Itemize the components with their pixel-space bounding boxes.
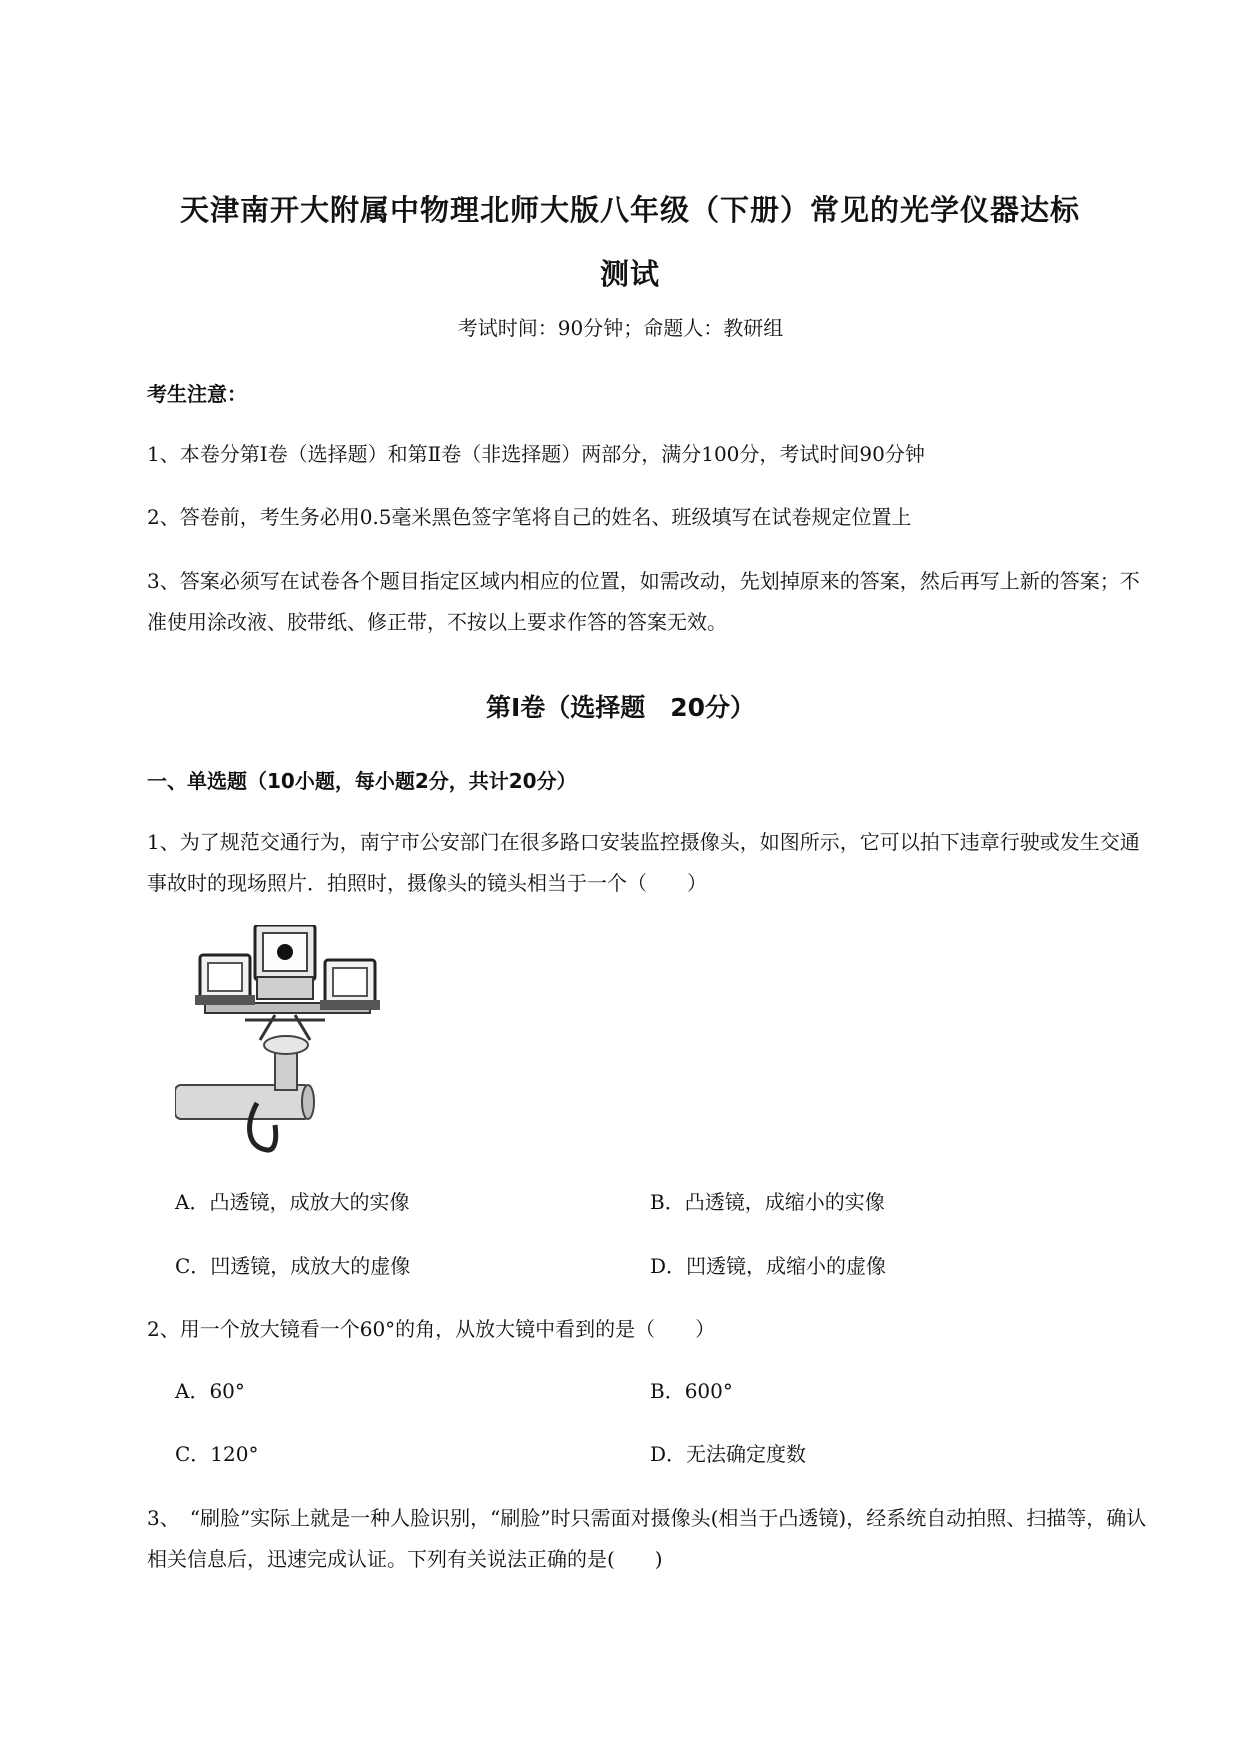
notice-item-2: 2、答卷前，考生务必用0.5毫米黑色签字笔将自己的姓名、班级填写在试卷规定位置上 bbox=[147, 505, 912, 529]
notice-item-1: 1、本卷分第I卷（选择题）和第Ⅱ卷（非选择题）两部分，满分100分，考试时间90分钟 bbox=[147, 442, 925, 466]
notice-item-3: 3、答案必须写在试卷各个题目指定区域内相应的位置，如需改动，先划掉原来的答案，然后再写上新的答案；不准使用涂改液、胶带纸、修正带，不按以上要求作答的答案无效。 bbox=[147, 569, 1140, 634]
question-group-heading: 一、单选题（10小题，每小题2分，共计20分） bbox=[147, 769, 577, 793]
exam-title-line2: 测试 bbox=[599, 257, 660, 291]
question-2-option-d: D．无法确定度数 bbox=[650, 1442, 807, 1466]
section-title: 第I卷（选择题 20分） bbox=[485, 693, 756, 722]
question-1-option-d: D．凹透镜，成缩小的虚像 bbox=[650, 1254, 887, 1278]
question-1-option-a: A．凸透镜，成放大的实像 bbox=[175, 1190, 410, 1214]
surveillance-camera-icon bbox=[175, 925, 415, 1160]
question-2-option-a: A．60° bbox=[175, 1379, 245, 1403]
exam-subtitle: 考试时间：90分钟；命题人：教研组 bbox=[457, 316, 784, 340]
question-1-stem: 1、为了规范交通行为，南宁市公安部门在很多路口安装监控摄像头，如图所示，它可以拍下违章行驶或发生交通事故时的现场照片．拍照时，摄像头的镜头相当于一个（ ） bbox=[147, 830, 1140, 895]
notice-heading: 考生注意： bbox=[147, 382, 247, 406]
exam-title-line1: 天津南开大附属中物理北师大版八年级（下册）常见的光学仪器达标 bbox=[179, 193, 1080, 227]
question-2-option-c: C．120° bbox=[175, 1442, 259, 1466]
question-1-option-c: C．凹透镜，成放大的虚像 bbox=[175, 1254, 411, 1278]
question-3-stem: 3、 “刷脸”实际上就是一种人脸识别，“刷脸”时只需面对摄像头(相当于凸透镜)，经系统自动拍照、扫描等，确认相关信息后，迅速完成认证。下列有关说法正确的是( ) bbox=[147, 1506, 1147, 1571]
question-2-option-b: B．600° bbox=[650, 1379, 733, 1403]
question-2-stem: 2、用一个放大镜看一个60°的角，从放大镜中看到的是（ ） bbox=[147, 1317, 716, 1341]
question-1-option-b: B．凸透镜，成缩小的实像 bbox=[650, 1190, 885, 1214]
